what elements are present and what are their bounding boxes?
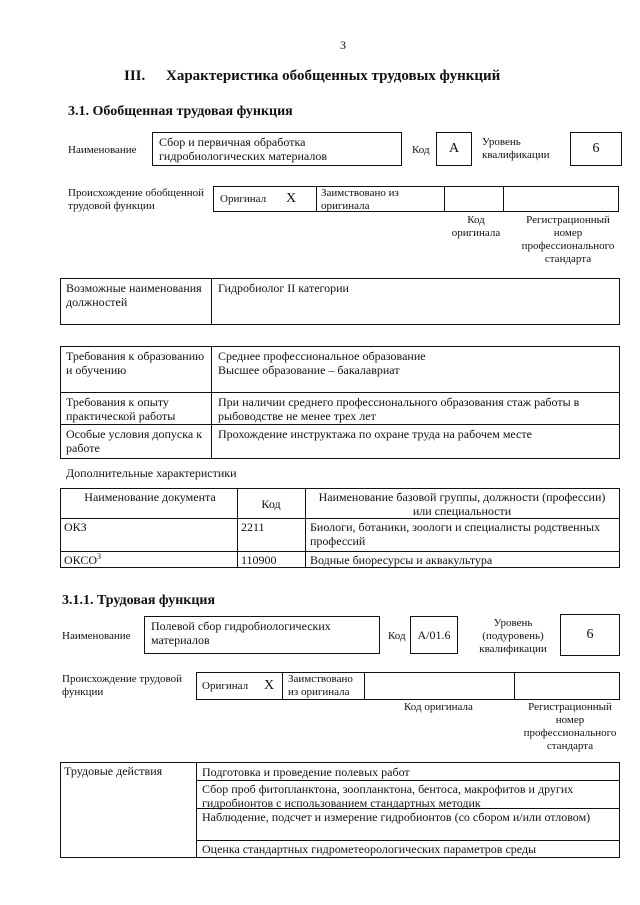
gtf-original-label: Оригинал	[220, 193, 267, 205]
gtf-heading: 3.1. Обобщенная трудовая функция	[68, 104, 293, 119]
gtf-borrowed-label: Заимствовано из оригинала	[321, 187, 399, 212]
tf-borrowed-label: Заимствовано из оригинала	[288, 673, 353, 698]
tf-level-value: 6	[560, 614, 620, 656]
tf-code-orig-caption: Код оригинала	[404, 701, 473, 713]
req-label: Требования к опыту практической работы	[66, 395, 176, 423]
section-number: III.	[124, 68, 146, 84]
tf-origin-table	[196, 672, 620, 700]
positions-value: Гидробиолог II категории	[218, 281, 349, 295]
action-item: Оценка стандартных гидрометеорологических параметров среды	[202, 842, 537, 856]
req-value: Среднее профессиональное образование Высшее образование – бакалавриат	[218, 349, 426, 377]
tf-code-label: Код	[388, 630, 406, 642]
gtf-code-label: Код	[412, 144, 430, 156]
row-code: 2211	[241, 520, 265, 534]
footnote-mark: 3	[97, 552, 102, 561]
tf-name-label: Наименование	[62, 630, 131, 642]
additional-heading: Дополнительные характеристики	[66, 466, 237, 480]
req-value: При наличии среднего профессионального образования стаж работы в рыбоводстве не менее трех лет	[218, 395, 580, 423]
gtf-code-orig-caption: Код оригинала	[451, 214, 501, 239]
tf-original-mark: X	[264, 678, 275, 693]
gtf-reg-caption: Регистрационный номер профессионального стандарта	[521, 214, 615, 265]
tf-level-label: Уровень (подуровень) квалификации	[479, 617, 547, 655]
col-header-name: Наименование базовой группы, должности (профессии) или специальности	[318, 490, 606, 518]
action-item: Подготовка и проведение полевых работ	[202, 765, 410, 779]
row-doc: ОКСО$^3$	[64, 552, 102, 567]
req-label: Особые условия допуска к работе	[66, 427, 203, 455]
action-item: Сбор проб фитопланктона, зоопланктона, бентоса, макрофитов и других гидробионтов с использованием стандартных методик	[202, 782, 574, 810]
col-header-code: Код	[261, 497, 281, 511]
gtf-name-value: Сбор и первичная обработка гидробиологических материалов	[152, 132, 402, 166]
tf-origin-label: Происхождение трудовой функции	[62, 673, 183, 698]
gtf-origin-label: Происхождение обобщенной трудовой функции	[68, 187, 205, 212]
row-doc: ОКЗ	[64, 520, 87, 534]
row-code: 110900	[241, 553, 277, 567]
gtf-code-value: A	[436, 132, 472, 166]
gtf-level-value: 6	[570, 132, 622, 166]
row-name: Водные биоресурсы и аквакультура	[310, 553, 493, 567]
tf-code-value: A/01.6	[410, 616, 458, 654]
col-header-doc: Наименование документа	[84, 490, 216, 504]
gtf-level-label: Уровень квалификации	[482, 136, 550, 161]
positions-label: Возможные наименования должностей	[66, 281, 202, 309]
row-name: Биологи, ботаники, зоологи и специалисты родственных профессий	[310, 520, 601, 548]
req-value: Прохождение инструктажа по охране труда на рабочем месте	[218, 427, 532, 441]
gtf-original-mark: X	[286, 191, 297, 206]
actions-label: Трудовые действия	[64, 764, 163, 778]
action-item: Наблюдение, подсчет и измерение гидробионтов (со сбором и/или отловом)	[202, 810, 591, 824]
req-label: Требования к образованию и обучению	[66, 349, 205, 377]
tf-heading: 3.1.1. Трудовая функция	[62, 593, 216, 608]
tf-original-label: Оригинал	[202, 680, 249, 692]
section-title: Характеристика обобщенных трудовых функций	[166, 68, 501, 84]
gtf-name-label: Наименование	[68, 144, 137, 156]
tf-name-value: Полевой сбор гидробиологических материалов	[144, 616, 380, 654]
tf-reg-caption: Регистрационный номер профессионального стандарта	[523, 701, 617, 752]
page-number: 3	[340, 38, 346, 52]
